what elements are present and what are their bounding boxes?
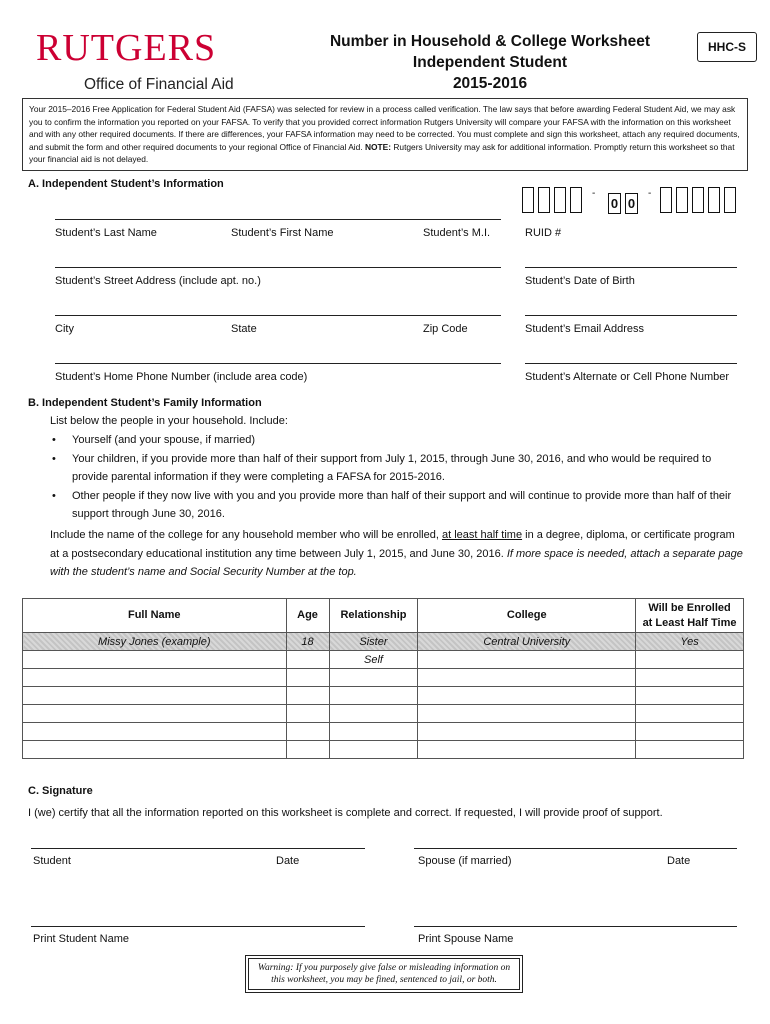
cell-name[interactable] — [23, 651, 287, 669]
section-a-heading: A. Independent Student’s Information — [28, 178, 224, 190]
note-text: Rutgers University may ask for additional information. Promptly return this worksheet so that your financial aid is not delayed. — [29, 141, 735, 165]
bullet-text: Your children, if you provide more than half of their support from July 1, 2015, through June 30, 2016, and who would be required to provide parental information if they were completing a FAFSA for 2015-2016. — [72, 453, 712, 483]
ruid-box[interactable] — [676, 187, 688, 213]
ruid-label: RUID # — [525, 227, 562, 239]
ruid-box[interactable] — [724, 187, 736, 213]
alt-phone-line[interactable] — [525, 363, 737, 364]
print-spouse-label: Print Spouse Name — [418, 933, 514, 945]
cell-relationship[interactable] — [329, 705, 418, 723]
spouse-date-label: Date — [667, 855, 691, 867]
cell-age[interactable] — [286, 723, 329, 741]
bullet-item — [52, 487, 744, 523]
section-c-heading: C. Signature — [28, 785, 93, 797]
cell-college[interactable] — [418, 651, 636, 669]
household-list-intro: List below the people in your household. Include: — [50, 415, 288, 427]
state-label: State — [231, 323, 257, 335]
print-student-label: Print Student Name — [33, 933, 129, 945]
cell-enrolled[interactable] — [636, 651, 744, 669]
cell-name[interactable] — [23, 741, 287, 759]
ruid-box[interactable] — [692, 187, 704, 213]
header-relationship: Relationship — [329, 599, 418, 633]
table-header-row — [23, 599, 744, 633]
ruid-box[interactable] — [570, 187, 582, 213]
student-signature-line[interactable] — [31, 848, 365, 849]
header-enrolled-line-2: at Least Half Time — [642, 616, 737, 629]
zip-label: Zip Code — [423, 323, 468, 335]
city-label: City — [55, 323, 74, 335]
title-line-2: Independent Student — [412, 54, 568, 71]
college-text-underline: at least half time — [441, 529, 523, 541]
last-name-label: Student’s Last Name — [55, 227, 157, 239]
bullet-text: Other people if they now live with you and you provide more than half of their support and will continue to provide more than half of their support through June 30, 2016. — [72, 490, 732, 520]
cell-college[interactable] — [418, 723, 636, 741]
household-table — [22, 598, 744, 759]
print-spouse-line[interactable] — [414, 926, 737, 927]
rutgers-logo: RUTGERS — [36, 27, 217, 69]
header-full-name: Full Name — [23, 599, 287, 633]
cell-age[interactable] — [286, 741, 329, 759]
bullet-item — [52, 431, 744, 449]
example-age: 18 — [286, 633, 329, 651]
cell-college[interactable] — [418, 741, 636, 759]
ruid-dash: - — [648, 188, 652, 199]
email-label: Student’s Email Address — [525, 323, 645, 335]
table-row[interactable] — [23, 705, 744, 723]
title-line-3: 2015-2016 — [452, 75, 528, 92]
cell-age[interactable] — [286, 669, 329, 687]
spouse-signature-label: Spouse (if married) — [418, 855, 512, 867]
cell-age[interactable] — [286, 705, 329, 723]
first-name-label: Student’s First Name — [231, 227, 334, 239]
student-signature-label: Student — [33, 855, 71, 867]
cell-enrolled[interactable] — [636, 741, 744, 759]
print-student-line[interactable] — [31, 926, 365, 927]
cell-college[interactable] — [418, 687, 636, 705]
email-line[interactable] — [525, 315, 737, 316]
ruid-box[interactable] — [522, 187, 534, 213]
office-name: Office of Financial Aid — [84, 76, 234, 93]
cell-age[interactable] — [286, 651, 329, 669]
table-row[interactable] — [23, 723, 744, 741]
ruid-box[interactable] — [538, 187, 550, 213]
page-title — [300, 31, 680, 94]
cell-name[interactable] — [23, 723, 287, 741]
cell-relationship[interactable] — [329, 669, 418, 687]
home-phone-label: Student’s Home Phone Number (include area code) — [55, 371, 308, 383]
example-college: Central University — [418, 633, 636, 651]
dob-label: Student’s Date of Birth — [525, 275, 635, 287]
cell-enrolled[interactable] — [636, 687, 744, 705]
table-row[interactable] — [23, 669, 744, 687]
title-line-1: Number in Household & College Worksheet — [329, 33, 651, 50]
ruid-box[interactable] — [708, 187, 720, 213]
table-row[interactable] — [23, 741, 744, 759]
table-row[interactable] — [23, 687, 744, 705]
example-name: Missy Jones (example) — [23, 633, 287, 651]
certification-text: I (we) certify that all the information reported on this worksheet is complete and correct. If requested, I will provide proof of support. — [28, 807, 663, 819]
note-label: NOTE: — [364, 141, 392, 152]
bullet-icon: • — [52, 434, 56, 446]
cell-enrolled[interactable] — [636, 669, 744, 687]
example-relationship: Sister — [329, 633, 418, 651]
cell-relationship: Self — [329, 651, 418, 669]
table-row[interactable] — [23, 651, 744, 669]
example-enrolled: Yes — [636, 633, 744, 651]
header-enrolled-line-1: Will be Enrolled — [648, 601, 731, 614]
student-date-label: Date — [276, 855, 300, 867]
bullet-item — [52, 450, 744, 486]
cell-relationship[interactable] — [329, 741, 418, 759]
cell-college[interactable] — [418, 705, 636, 723]
intro-text: Your 2015–2016 Free Application for Federal Student Aid (FAFSA) was selected for review in a process called verification. The law says that before awarding Federal Student Aid, we may ask you to confirm the information you reported on your FAFSA. To verify that you provided correct information Rutgers University will compare your FAFSA with the information on this worksheet and with any other required documents. If there are differences, your FAFSA information may need to be corrected. You must complete and sign this worksheet, attach any required documents, and submit the form and other required documents to your regional Office of Financial Aid. — [29, 104, 740, 152]
cell-relationship[interactable] — [329, 723, 418, 741]
home-phone-line[interactable] — [55, 363, 501, 364]
street-line[interactable] — [55, 267, 501, 268]
bullet-icon: • — [52, 490, 56, 502]
header-college: College — [418, 599, 636, 633]
alt-phone-label: Student’s Alternate or Cell Phone Number — [525, 371, 730, 383]
warning-box: Warning: If you purposely give false or misleading information on this worksheet, you may be fined, sentenced to jail, or both. — [248, 958, 520, 990]
college-text-1: Include the name of the college for any household member who will be enrolled, — [50, 529, 442, 541]
intro-paragraph — [22, 98, 748, 171]
cell-college[interactable] — [418, 669, 636, 687]
college-instructions — [50, 526, 744, 582]
cell-age[interactable] — [286, 687, 329, 705]
spouse-signature-line[interactable] — [414, 848, 737, 849]
cell-enrolled[interactable] — [636, 705, 744, 723]
section-b-heading: B. Independent Student’s Family Information — [28, 397, 262, 409]
ruid-dash: - — [592, 188, 596, 199]
example-row — [23, 633, 744, 651]
mi-label: Student’s M.I. — [423, 227, 491, 239]
ruid-fixed-digit: 0 — [608, 193, 621, 214]
dob-line[interactable] — [525, 267, 737, 268]
city-state-zip-line[interactable] — [55, 315, 501, 316]
cell-name[interactable] — [23, 705, 287, 723]
header-age: Age — [286, 599, 329, 633]
street-label: Student’s Street Address (include apt. no.) — [55, 275, 261, 287]
cell-name[interactable] — [23, 669, 287, 687]
cell-enrolled[interactable] — [636, 723, 744, 741]
header-enrolled — [636, 599, 744, 633]
ruid-box[interactable] — [554, 187, 566, 213]
cell-name[interactable] — [23, 687, 287, 705]
name-line[interactable] — [55, 219, 501, 220]
bullet-text: Yourself (and your spouse, if married) — [72, 434, 256, 446]
cell-relationship[interactable] — [329, 687, 418, 705]
college-text-2: in a degree, diploma, or certificate program at a postsecondary educational institution any time between July 1, 2015, and June 30, 2016. — [50, 529, 735, 560]
ruid-box[interactable] — [660, 187, 672, 213]
ruid-fixed-digit: 0 — [625, 193, 638, 214]
bullet-icon: • — [52, 453, 56, 465]
form-code-badge: HHC-S — [697, 32, 757, 62]
college-text-italic: If more space is needed, attach a separate page with the student’s name and Social Security Number at the top. — [50, 547, 743, 578]
